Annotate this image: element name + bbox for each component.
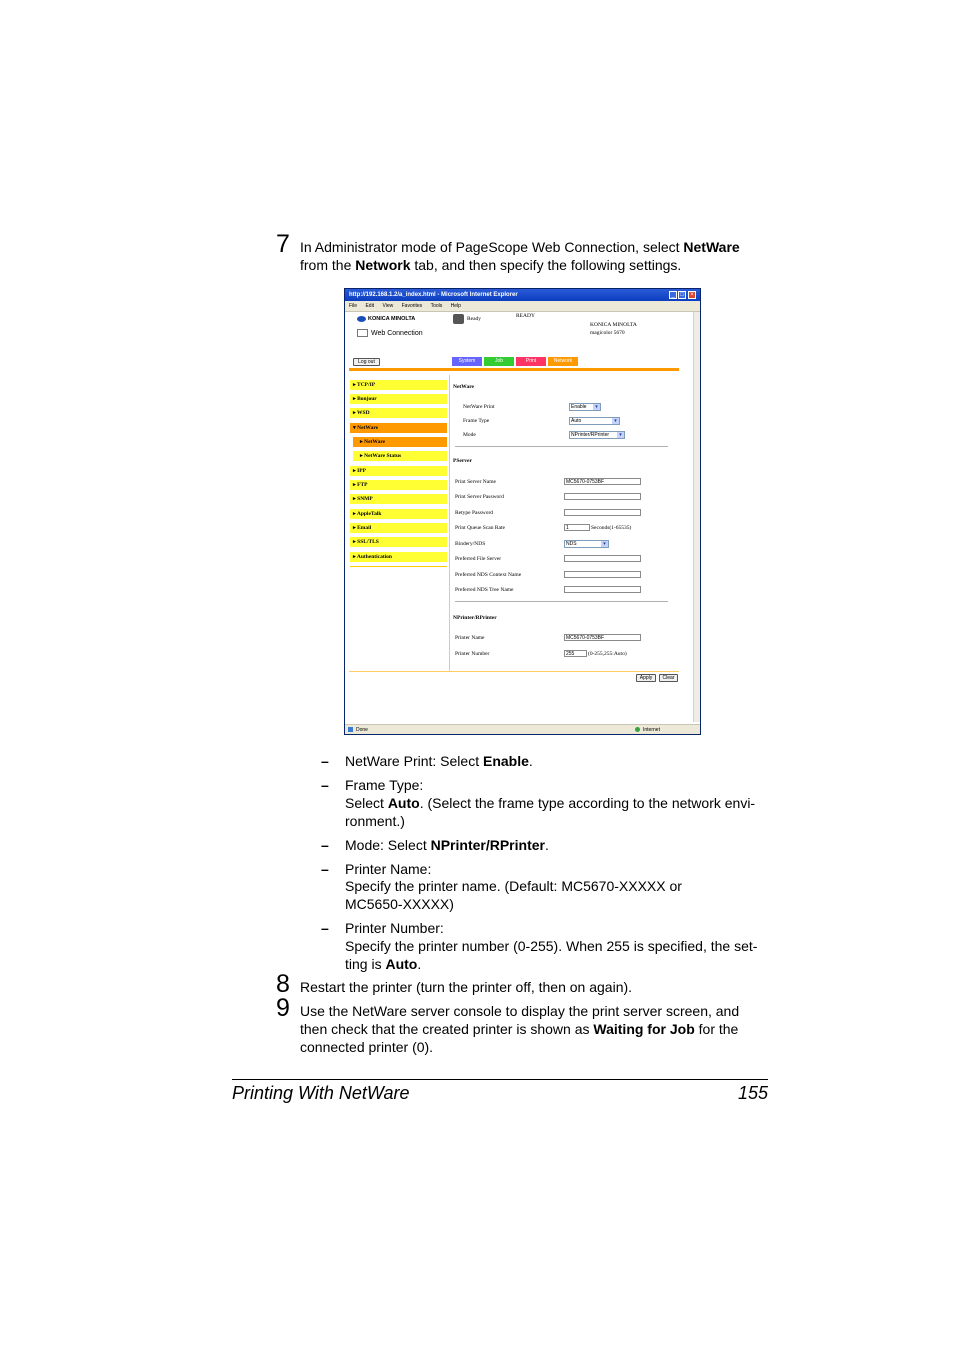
preferred-file-server-field[interactable]	[564, 555, 641, 562]
footer-rule	[232, 1079, 768, 1080]
bullet-printer-number-line2: Specify the printer number (0-255). When 255 is specified, the set-	[345, 938, 758, 954]
page-icon	[348, 727, 353, 732]
bullet-dash: –	[321, 861, 329, 877]
konica-minolta-logo-icon	[357, 316, 366, 322]
pagescope-logo-icon	[357, 329, 368, 337]
printer-number-hint: (0-255,255:Auto)	[588, 651, 627, 657]
preferred-nds-tree-field[interactable]	[564, 586, 641, 593]
retype-password-field[interactable]	[564, 509, 641, 516]
preferred-file-server-label: Preferred File Server	[455, 556, 502, 562]
sidebar-bottom-rule	[350, 566, 447, 567]
sidebar-item-snmp[interactable]: ▸ SNMP	[350, 494, 447, 504]
print-server-password-label: Print Server Password	[455, 494, 504, 500]
bullet-frame-type-line2: Select Auto. (Select the frame type according to the network envi-	[345, 795, 756, 811]
bullet-printer-number-line3: ting is Auto.	[345, 956, 422, 972]
sidebar-divider	[449, 375, 450, 671]
bullet-netware-print: NetWare Print: Select Enable.	[345, 753, 533, 769]
brand-name: KONICA MINOLTA	[368, 316, 416, 322]
sidebar-item-email[interactable]: ▸ Email	[350, 523, 447, 533]
mode-label: Mode	[463, 432, 476, 438]
tab-network[interactable]: Network	[548, 357, 578, 366]
section-title-netware: NetWare	[453, 384, 474, 390]
status-internet: Internet	[643, 727, 660, 733]
step7-line1: In Administrator mode of PageScope Web Connection, select NetWare	[300, 239, 740, 255]
sidebar-item-ipp[interactable]: ▸ IPP	[350, 466, 447, 476]
browser-menu-bar	[345, 301, 700, 312]
bullet-dash: –	[321, 837, 329, 853]
bullet-frame-type-line3: ronment.)	[345, 813, 405, 829]
bullet-printer-name-line3: MC5650-XXXXX)	[345, 896, 454, 912]
sidebar-subitem-netware[interactable]: ▸ NetWare	[353, 437, 447, 447]
step-number-8: 8	[276, 970, 290, 998]
footer-title: Printing With NetWare	[232, 1083, 410, 1103]
tab-underline	[349, 368, 679, 371]
menu-tools[interactable]: Tools	[430, 303, 443, 309]
close-icon[interactable]: ×	[688, 291, 696, 299]
menu-edit[interactable]: Edit	[365, 303, 375, 309]
printer-number-field[interactable]: 255	[564, 650, 587, 657]
bullet-frame-type-title: Frame Type:	[345, 777, 424, 793]
preferred-nds-tree-label: Preferred NDS Tree Name	[455, 587, 514, 593]
step-number-7: 7	[276, 230, 290, 258]
globe-icon	[635, 727, 640, 732]
status-ready: Ready	[467, 316, 482, 322]
menu-help[interactable]: Help	[450, 303, 461, 309]
model-name: magicolor 5670	[590, 330, 625, 336]
scan-rate-unit: Seconds(1-65535)	[591, 525, 632, 531]
preferred-nds-context-field[interactable]	[564, 571, 641, 578]
sidebar-item-wsd[interactable]: ▸ WSD	[350, 408, 447, 418]
netware-print-label: NetWare Print	[463, 404, 495, 410]
browser-status-bar	[345, 724, 700, 735]
tab-system[interactable]: System	[452, 357, 482, 366]
step9-line2: then check that the created printer is shown as Waiting for Job for the	[300, 1021, 739, 1037]
sidebar-item-appletalk[interactable]: ▸ AppleTalk	[350, 509, 447, 519]
clear-button[interactable]: Clear	[659, 674, 678, 682]
bullet-dash: –	[321, 777, 329, 793]
step9-line3: connected printer (0).	[300, 1039, 434, 1055]
section-title-pserver: PServer	[453, 458, 472, 464]
page-number: 155	[737, 1083, 768, 1103]
sidebar-item-bonjour[interactable]: ▸ Bonjour	[350, 394, 447, 404]
bullet-printer-number-title: Printer Number:	[345, 920, 444, 936]
printer-name-label: Printer Name	[455, 635, 485, 641]
sidebar-item-ftp[interactable]: ▸ FTP	[350, 480, 447, 490]
bindery-nds-select[interactable]: NDS ▾	[564, 540, 609, 548]
bindery-nds-label: Bindery/NDS	[455, 541, 486, 547]
window-title: http://192.168.1.2/a_index.html - Microsoft Internet Explorer	[349, 292, 518, 298]
bullet-dash: –	[321, 753, 329, 769]
tab-print[interactable]: Print	[516, 357, 546, 366]
model-brand: KONICA MINOLTA	[590, 322, 637, 328]
sidebar-subitem-netware-status[interactable]: ▸ NetWare Status	[353, 451, 447, 461]
maximize-icon[interactable]: □	[678, 291, 686, 299]
section-title-nprinter: NPrinter/RPrinter	[453, 615, 497, 621]
chevron-down-icon: ▾	[601, 541, 608, 547]
print-server-name-field[interactable]: MC5670-0753BF	[564, 478, 641, 485]
logout-button[interactable]: Log out	[353, 358, 380, 366]
menu-file[interactable]: File	[349, 303, 358, 309]
printer-name-field[interactable]: MC5670-0753BF	[564, 634, 641, 641]
bullet-dash: –	[321, 920, 329, 936]
menu-favorites[interactable]: Favorites	[401, 303, 423, 309]
apply-button[interactable]: Apply	[636, 674, 656, 682]
product-name: Web Connection	[371, 330, 423, 337]
mode-select[interactable]: NPrinter/RPrinter ▾	[569, 431, 625, 439]
frame-type-label: Frame Type	[463, 418, 490, 424]
chevron-down-icon: ▾	[593, 404, 600, 410]
menu-view[interactable]: View	[382, 303, 394, 309]
step8-text: Restart the printer (turn the printer off, then on again).	[300, 979, 633, 995]
scan-rate-label: Print Queue Scan Rate	[455, 525, 505, 531]
scan-rate-field[interactable]: 1	[564, 524, 590, 531]
browser-title-bar	[345, 289, 700, 301]
bullet-printer-name-line2: Specify the printer name. (Default: MC5670-XXXXX or	[345, 878, 682, 894]
step7-line2: from the Network tab, and then specify the following settings.	[300, 257, 682, 273]
tab-job[interactable]: Job	[484, 357, 514, 366]
sidebar-item-tcpip[interactable]: ▸ TCP/IP	[350, 380, 447, 390]
status-word: READY	[516, 313, 535, 319]
section-divider	[455, 446, 668, 447]
web-connection-screenshot	[344, 288, 701, 735]
vertical-scrollbar[interactable]	[693, 312, 701, 722]
printer-icon	[453, 314, 464, 324]
printer-number-label: Printer Number	[455, 651, 490, 657]
form-bottom-rule	[349, 671, 679, 672]
step9-line1: Use the NetWare server console to display the print server screen, and	[300, 1003, 740, 1019]
print-server-password-field[interactable]	[564, 493, 641, 500]
frame-type-select[interactable]: Auto ▾	[569, 417, 620, 425]
chevron-down-icon: ▾	[612, 418, 619, 424]
sidebar-item-ssltls[interactable]: ▸ SSL/TLS	[350, 537, 447, 547]
section-divider	[455, 601, 668, 602]
sidebar-item-netware[interactable]: ▾ NetWare	[350, 423, 447, 433]
print-server-name-label: Print Server Name	[455, 479, 496, 485]
step-number-9: 9	[276, 994, 290, 1022]
preferred-nds-context-label: Preferred NDS Context Name	[455, 572, 522, 578]
netware-print-select[interactable]: Enable ▾	[569, 403, 601, 411]
retype-password-label: Retype Password	[455, 510, 494, 516]
minimize-icon[interactable]: _	[669, 291, 677, 299]
chevron-down-icon: ▾	[617, 432, 624, 438]
bullet-mode: Mode: Select NPrinter/RPrinter.	[345, 837, 549, 853]
sidebar-item-authentication[interactable]: ▸ Authentication	[350, 552, 447, 562]
bullet-printer-name-title: Printer Name:	[345, 861, 432, 877]
status-done: Done	[356, 727, 368, 733]
